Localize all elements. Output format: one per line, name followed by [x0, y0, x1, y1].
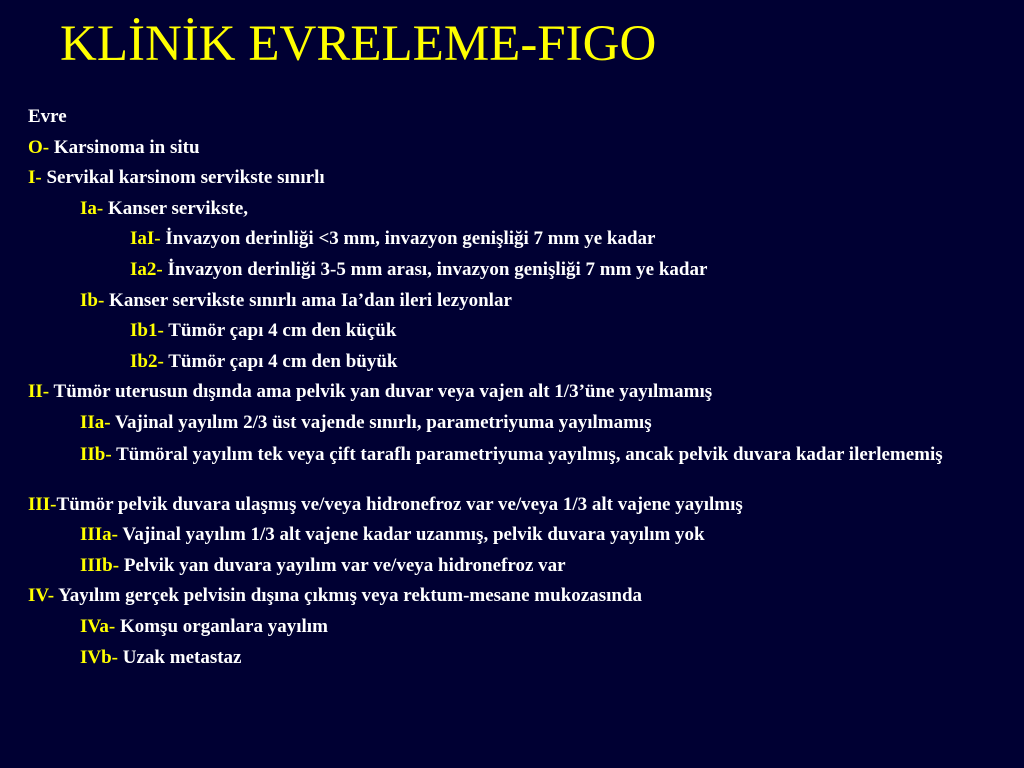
- stage-code: Ib2-: [130, 350, 164, 372]
- stage-line: [28, 612, 1008, 643]
- stage-description: Komşu organlara yayılım: [115, 615, 328, 637]
- stage-line: [28, 163, 1008, 194]
- stage-description: Kanser servikste,: [103, 197, 249, 219]
- stage-code: Ib1-: [130, 320, 164, 342]
- stage-line: [28, 316, 1008, 347]
- stage-description: Vajinal yayılım 1/3 alt vajene kadar uzanmış, pelvik duvara yayılım yok: [118, 524, 705, 546]
- stage-description: Servikal karsinom servikste sınırlı: [41, 167, 325, 189]
- stage-line: [28, 102, 1008, 133]
- stage-description: Tümör pelvik duvara ulaşmış ve/veya hidronefroz var ve/veya 1/3 alt vajene yayılmış: [56, 493, 743, 515]
- stage-line: [28, 286, 1008, 317]
- stage-description: İnvazyon derinliği <3 mm, invazyon genişliği 7 mm ye kadar: [160, 228, 656, 250]
- stage-code: III-: [28, 493, 57, 515]
- stage-description: Kanser servikste sınırlı ama Ia’dan ileri lezyonlar: [104, 289, 512, 311]
- stage-line: [28, 551, 1008, 582]
- stage-code: IV-: [28, 585, 55, 607]
- stage-line: [28, 224, 1008, 255]
- stage-line: [28, 439, 1008, 490]
- stage-code: IIb-: [80, 443, 112, 465]
- stage-code: Ia-: [80, 197, 104, 219]
- stage-code: IIIa-: [80, 524, 119, 546]
- stage-description: Karsinoma in situ: [49, 136, 200, 158]
- stage-line: [28, 377, 1008, 408]
- slide-title: KLİNİK EVRELEME-FIGO: [60, 16, 657, 72]
- stage-code: IIIb-: [80, 554, 120, 576]
- stage-line: [28, 408, 1008, 439]
- stage-description: Tümör uterusun dışında ama pelvik yan duvar veya vajen alt 1/3’üne yayılmamış: [49, 381, 713, 403]
- stage-description: Uzak metastaz: [118, 646, 242, 668]
- stage-code: I-: [28, 167, 42, 189]
- stage-description: İnvazyon derinliği 3-5 mm arası, invazyon genişliği 7 mm ye kadar: [162, 258, 708, 280]
- stage-line: [28, 347, 1008, 378]
- stage-code: IVb-: [80, 646, 119, 668]
- stage-line: [28, 255, 1008, 286]
- stage-line: [28, 194, 1008, 225]
- stage-line: [28, 643, 1008, 674]
- stage-description: Yayılım gerçek pelvisin dışına çıkmış veya rektum-mesane mukozasında: [54, 585, 643, 607]
- stage-description: Tümöral yayılım tek veya çift taraflı parametriyuma yayılmış, ancak pelvik duvara kadar ilerlememiş: [111, 443, 943, 465]
- stage-code: II-: [28, 381, 50, 403]
- stage-description: Vajinal yayılım 2/3 üst vajende sınırlı, parametriyuma yayılmamış: [110, 411, 652, 433]
- stage-code: Ib-: [80, 289, 105, 311]
- stage-line: [28, 133, 1008, 164]
- stage-description: Pelvik yan duvara yayılım var ve/veya hidronefroz var: [119, 554, 566, 576]
- stage-description: Tümör çapı 4 cm den büyük: [163, 350, 398, 372]
- stage-code: IIa-: [80, 411, 111, 433]
- staging-list: [28, 102, 1008, 673]
- stage-code: Ia2-: [130, 258, 163, 280]
- stage-code: IVa-: [80, 615, 116, 637]
- stage-line: [28, 520, 1008, 551]
- stage-description: Evre: [28, 106, 67, 127]
- stage-line: [28, 581, 1008, 612]
- stage-description: Tümör çapı 4 cm den küçük: [163, 320, 397, 342]
- stage-code: IaI-: [130, 228, 161, 250]
- stage-line: [28, 490, 1008, 521]
- stage-code: O-: [28, 136, 50, 158]
